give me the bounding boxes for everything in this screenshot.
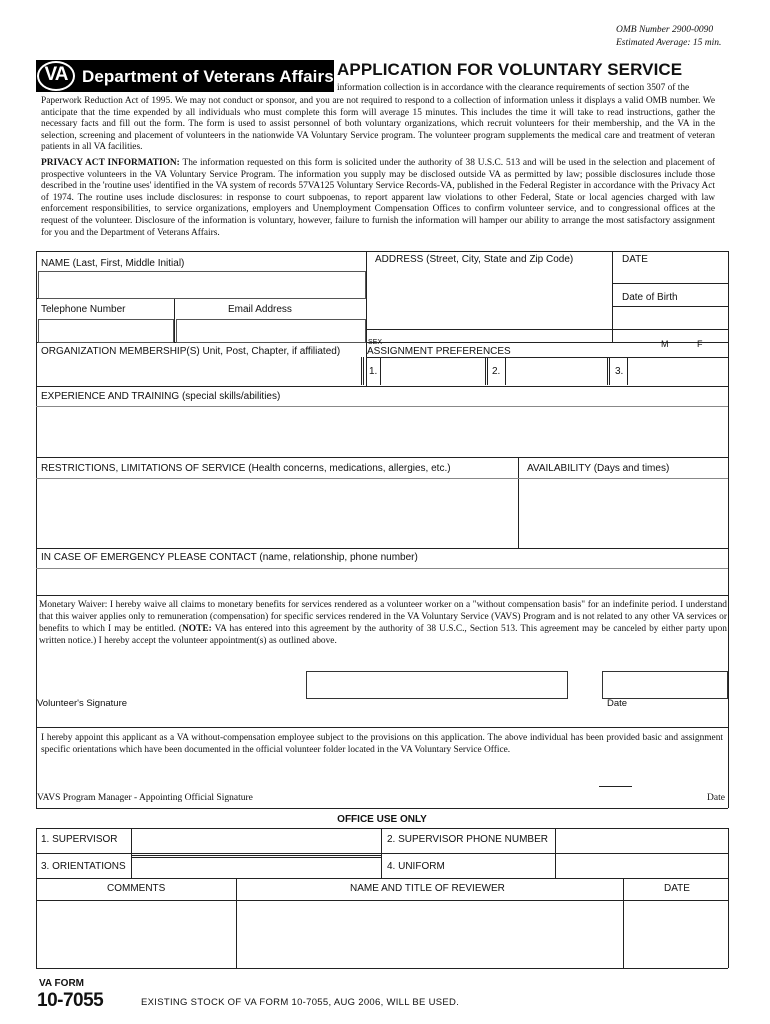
supervisor-input[interactable] <box>133 830 379 852</box>
rule <box>36 968 728 969</box>
existing-stock-notice: EXISTING STOCK OF VA FORM 10-7055, AUG 2006, WILL BE USED. <box>141 997 460 1008</box>
rule <box>36 900 728 901</box>
pref-divider <box>380 357 381 385</box>
rule <box>36 457 728 458</box>
volunteer-signature-date-box[interactable] <box>602 671 728 699</box>
department-name: Department of Veterans Affairs <box>82 67 334 86</box>
rule <box>518 457 519 548</box>
rule <box>36 727 728 728</box>
uniform-label: 4. UNIFORM <box>387 861 445 872</box>
pref-divider <box>627 357 628 385</box>
appointment-text: I hereby appoint this applicant as a VA without-compensation employee subject to the provisions on this application. The above individual has been provided basic and assignment specific orientations which have been documented in the official volunteer folder located in the VA Voluntary Service Office. <box>41 733 723 755</box>
form-title: APPLICATION FOR VOLUNTARY SERVICE <box>337 60 683 79</box>
waiver-text-before: Monetary Waiver: I hereby waive all claims to monetary benefits for services rendered as a volunteer worker on a "without compensation basis" for an indefinite period. I understand that this waiver applies only to remuneration (compensation) for specific services rendered in the VA Voluntary Service (VAVS) Program and is not related to any other VA services or benefits to which I may be entitled. ( <box>39 600 727 634</box>
reviewer-label: NAME AND TITLE OF REVIEWER <box>350 883 505 894</box>
rule <box>555 828 556 878</box>
comments-label: COMMENTS <box>107 883 166 894</box>
rule <box>36 478 728 479</box>
organization-input[interactable] <box>38 360 360 384</box>
restrictions-label: RESTRICTIONS, LIMITATIONS OF SERVICE (Health concerns, medications, allergies, etc.) <box>41 463 451 474</box>
privacy-heading: PRIVACY ACT INFORMATION: <box>41 158 180 168</box>
office-date-input[interactable] <box>625 902 726 966</box>
volunteer-signature-date-label: Date <box>607 698 628 709</box>
pref-rule <box>366 357 728 358</box>
sex-f-option[interactable]: F <box>697 339 703 349</box>
paperwork-notice: Paperwork Reduction Act of 1995. We may not conduct or sponsor, and you are not required to respond to a collection of information unless it displays a valid OMB number. We anticipate that the time expended by all individuals who must complete this form will average 15 minutes. This includes the time it will take to read instructions, gather the necessary facts and fill out the form. The form is used to assist personnel of both voluntary organizations, which recruit volunteers for their membership, and the VA in the selection, screening and placement of volunteers in the nationwide VA Voluntary Service program. The volunteer program supplements the medical care and treatment of veteran patients in all VA facilities. <box>41 96 715 153</box>
office-use-heading: OFFICE USE ONLY <box>337 814 427 825</box>
rule <box>612 283 728 284</box>
date-of-birth-input[interactable] <box>614 308 726 328</box>
emergency-contact-label: IN CASE OF EMERGENCY PLEASE CONTACT (name, relationship, phone number) <box>41 552 418 563</box>
rule <box>381 828 382 878</box>
name-label: NAME (Last, First, Middle Initial) <box>41 258 185 269</box>
rule <box>36 406 728 407</box>
rule <box>623 878 624 968</box>
office-date-label: DATE <box>664 883 690 894</box>
rule <box>36 251 37 808</box>
preference-3-label: 3. <box>615 366 624 377</box>
va-form-label: VA FORM <box>39 978 84 989</box>
telephone-entry-box <box>38 319 174 343</box>
form-number: 10-7055 <box>37 990 104 1011</box>
rule <box>236 878 237 968</box>
rule <box>366 329 728 330</box>
rule <box>728 828 729 968</box>
telephone-label: Telephone Number <box>41 304 126 315</box>
omb-number: OMB Number 2900-0090 <box>616 25 714 35</box>
rule <box>36 595 728 596</box>
pref-divider <box>485 357 488 385</box>
rule <box>36 386 728 387</box>
supervisor-phone-input[interactable] <box>557 830 726 852</box>
rule <box>36 251 728 252</box>
rule <box>36 568 728 569</box>
rule <box>174 298 175 342</box>
preference-3-input[interactable] <box>629 360 726 384</box>
pref-divider <box>607 357 610 385</box>
orientations-input[interactable] <box>133 859 379 877</box>
rule <box>612 306 728 307</box>
rule <box>36 548 728 549</box>
rule <box>131 828 132 878</box>
pref-divider <box>505 357 506 385</box>
privacy-notice <box>41 158 715 239</box>
preference-2-input[interactable] <box>507 360 605 384</box>
va-logo-monogram: VA <box>44 64 68 85</box>
rule <box>366 251 367 386</box>
address-label: ADDRESS (Street, City, State and Zip Code) <box>375 254 574 265</box>
waiver-note-label: NOTE: <box>182 624 212 634</box>
supervisor-label: 1. SUPERVISOR <box>41 834 118 845</box>
volunteer-signature-label: Volunteer's Signature <box>37 698 128 709</box>
restrictions-input[interactable] <box>38 480 516 546</box>
date-of-birth-label: Date of Birth <box>622 292 678 303</box>
appointing-date-label: Date <box>707 793 725 803</box>
intro-first-line: information collection is in accordance with the clearance requirements of section 3507 of the <box>337 83 690 93</box>
date-label: DATE <box>622 254 648 265</box>
appointing-signature-label: VAVS Program Manager - Appointing Official Signature <box>37 793 253 803</box>
monetary-waiver-text <box>39 599 727 647</box>
preference-2-label: 2. <box>492 366 501 377</box>
preference-1-input[interactable] <box>382 360 482 384</box>
experience-input[interactable] <box>38 408 726 455</box>
address-input[interactable] <box>370 268 608 326</box>
date-underline <box>599 786 632 787</box>
supervisor-phone-label: 2. SUPERVISOR PHONE NUMBER <box>387 834 548 845</box>
rule <box>612 251 613 342</box>
rule <box>131 855 381 858</box>
availability-label: AVAILABILITY (Days and times) <box>527 463 670 474</box>
preference-1-label: 1. <box>369 366 378 377</box>
name-entry-box <box>38 271 366 299</box>
comments-input[interactable] <box>38 902 234 966</box>
experience-label: EXPERIENCE AND TRAINING (special skills/abilities) <box>41 391 281 402</box>
assignment-preferences-label: ASSIGNMENT PREFERENCES <box>367 346 511 357</box>
rule <box>36 853 728 854</box>
emergency-contact-input[interactable] <box>38 570 726 593</box>
sex-m-option[interactable]: M <box>661 339 669 349</box>
rule <box>36 828 728 829</box>
rule <box>36 828 37 968</box>
rule <box>728 251 729 808</box>
rule <box>36 808 728 809</box>
orientations-label: 3. ORIENTATIONS <box>41 861 126 872</box>
organization-label: ORGANIZATION MEMBERSHIP(S) Unit, Post, Chapter, if affiliated) <box>41 346 341 357</box>
pref-divider <box>361 357 364 385</box>
privacy-text: The information requested on this form is solicited under the authority of 38 U.S.C. 513 and will be used in the selection and placement of prospective volunteers in the VA Voluntary Service Program. The information you supply may be disclosed outside VA as permitted by law; possible disclosures include those described in the 'routine uses' identified in the VA system of records 57VA125 Voluntary Service Records-VA, published in the Federal Register in accordance with the Privacy Act of 1974. The routine uses include disclosures: in response to court subpoenas, to report apparent law violations to other Federal, State or local agencies charged with law enforcement responsibilities, to service organizations, employers and Unemployment Compensation Offices to confirm volunteer service, and to congressional offices at the request of the volunteer. Disclosure of the information is voluntary, however, failure to furnish the information will hamper our ability to arrange the most satisfactory assignment for you and the Department of Veterans Affairs. <box>41 158 715 238</box>
email-label: Email Address <box>228 304 292 315</box>
uniform-input[interactable] <box>557 859 726 877</box>
volunteer-signature-box[interactable] <box>306 671 568 699</box>
reviewer-input[interactable] <box>238 902 621 966</box>
sex-label: SEX <box>368 339 383 346</box>
date-input[interactable] <box>614 266 726 282</box>
rule <box>36 878 728 879</box>
waiver-text-after: VA has entered into this agreement by the authority of 38 U.S.C., Section 513. This agreement may be canceled by either party upon written notice.) I hereby accept the volunteer appointment(s) as outlined above. <box>39 624 727 646</box>
estimated-average: Estimated Average: 15 min. <box>616 38 722 48</box>
email-entry-box <box>176 319 366 343</box>
availability-input[interactable] <box>520 480 726 546</box>
